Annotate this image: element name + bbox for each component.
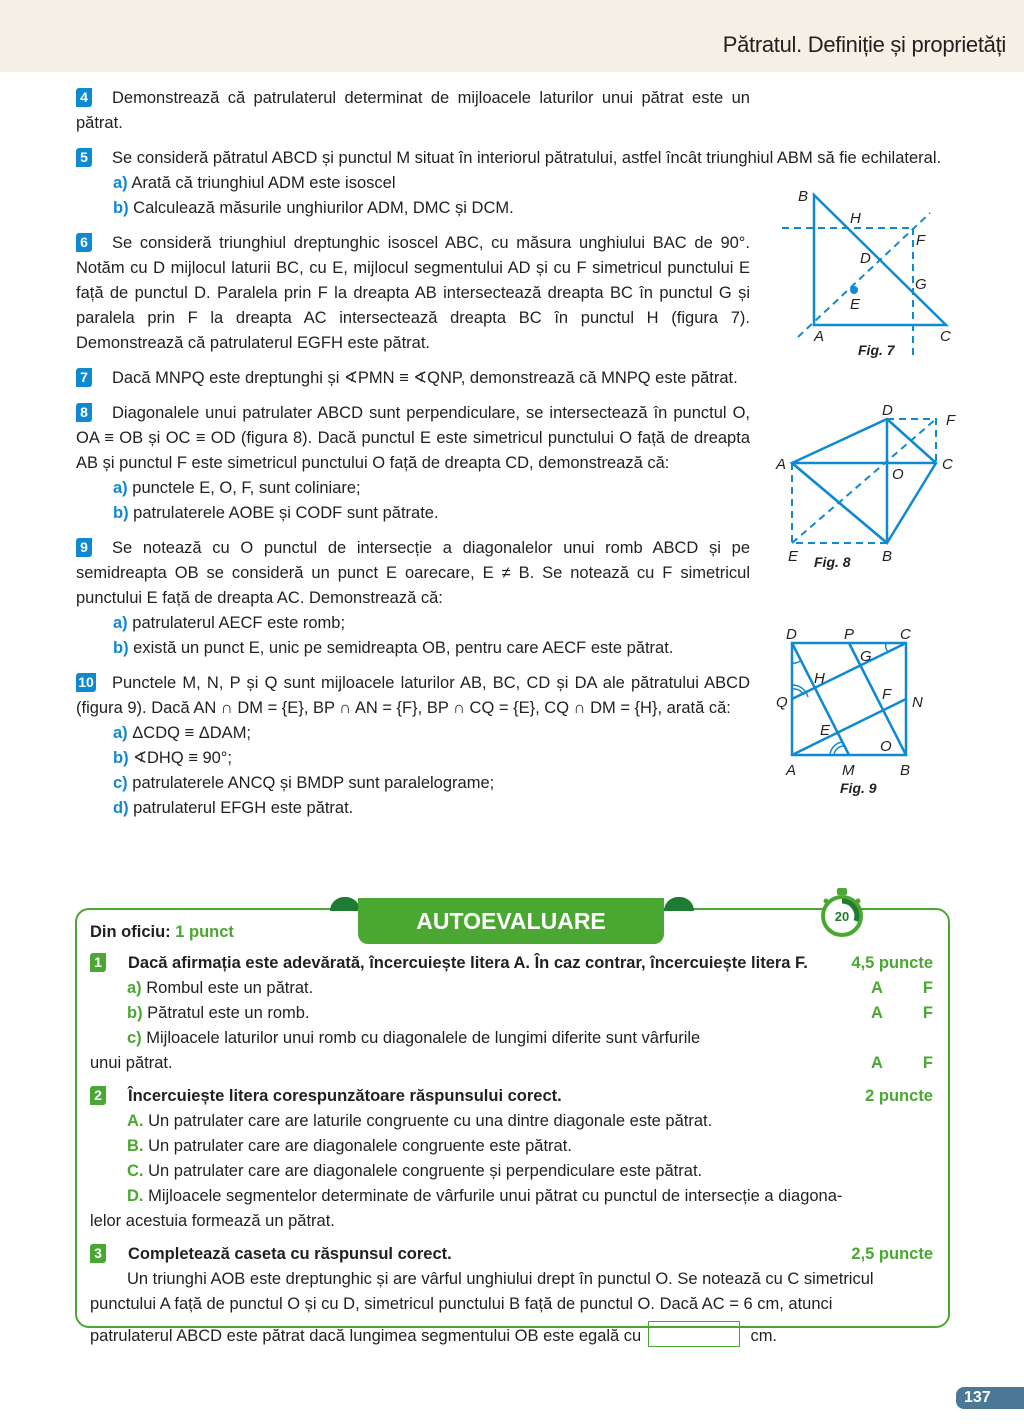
question-number-badge: 2 <box>90 1086 106 1105</box>
svg-text:A: A <box>776 456 787 473</box>
svg-text:B: B <box>900 762 911 779</box>
false-option[interactable]: F <box>922 979 933 997</box>
svg-text:C: C <box>940 328 951 345</box>
svg-text:H: H <box>850 210 861 227</box>
exercise-number-badge: 7 <box>76 368 92 387</box>
svg-text:B: B <box>798 188 809 205</box>
exercise-7 <box>76 366 750 391</box>
svg-text:Q: Q <box>776 694 788 711</box>
false-option[interactable]: F <box>922 1004 933 1022</box>
exercise-8 <box>76 401 750 526</box>
exercise-number-badge: 8 <box>76 403 92 422</box>
true-option[interactable]: A <box>871 1054 883 1072</box>
points: 2,5 puncte <box>851 1245 933 1263</box>
points: 4,5 puncte <box>851 954 933 972</box>
banner-ear-right <box>664 897 694 911</box>
svg-text:B: B <box>882 548 893 565</box>
svg-text:C: C <box>900 626 911 643</box>
figure-8 <box>770 395 970 575</box>
banner-ear-left <box>330 897 360 911</box>
svg-text:Fig. 9: Fig. 9 <box>840 780 877 796</box>
question-number-badge: 3 <box>90 1244 106 1263</box>
svg-text:F: F <box>916 232 926 249</box>
option-c[interactable]: C. Un patrulater care are diagonalele congruente și perpendiculare este pătrat. <box>127 1162 703 1180</box>
question-number-badge: 1 <box>90 953 106 972</box>
svg-text:M: M <box>842 762 855 779</box>
svg-text:Fig. 8: Fig. 8 <box>814 554 851 570</box>
option-a[interactable]: A. Un patrulater care are laturile congruente cu una dintre diagonale este pătrat. <box>127 1112 713 1130</box>
exercise-number-badge: 4 <box>76 88 92 107</box>
svg-text:20: 20 <box>834 909 850 924</box>
svg-text:E: E <box>788 548 799 565</box>
svg-text:G: G <box>860 648 872 665</box>
question-3-text: Un triunghi AOB este dreptunghic și are vârful unghiului drept în punctul O. Se notează cu C simetricul <box>127 1270 874 1288</box>
svg-text:D: D <box>882 402 893 419</box>
exercise-number-badge: 10 <box>76 673 96 692</box>
exercise-text: Diagonalele unui patrulater ABCD sunt perpendiculare, se intersectează în punctul O, OA ≡ OB și OC ≡ OD (figura 8). Dacă punctul E este simetricul punctului O față de dreapta AB și punctul F este simetricul punctului O față de dreapta CD, demonstrează că: <box>76 404 750 472</box>
question-3-text: punctului A față de punctul O și cu D, simetricul punctului B față de punctul O. Dacă AC = 6 cm, atunci <box>90 1295 833 1313</box>
exercise-text: Se consideră triunghiul dreptunghic isoscel ABC, cu măsura unghiului BAC de 90°. Notăm cu D mijlocul laturii BC, cu E, mijlocul segmentului AD și cu F simetricul punctului E față de punctul D. Paralela prin F la dreapta AB intersectează dreapta BC în punctul G și paralela prin F la dreapta AC intersectează dreapta BC în punctul H (figura 7). Demonstrează că patrulaterul EGFH este pătrat. <box>76 234 750 352</box>
svg-text:O: O <box>880 738 892 755</box>
exercise-text: Se notează cu O punctul de intersecție a diagonalelor unui romb ABCD și pe semidreapta OB se consideră un punct E oarecare, E ≠ B. Se notează cu F simetricul punctului E față de dreapta AC. Demonstrează că: <box>76 539 750 607</box>
svg-text:C: C <box>942 456 953 473</box>
option-d[interactable]: D. Mijloacele segmentelor determinate de vârfurile unui pătrat cu punctul de intersecție a diagona- <box>127 1187 843 1205</box>
tf-item: b) Pătratul este un romb. A F <box>90 1001 933 1026</box>
exercise-number-badge: 6 <box>76 233 92 252</box>
figure-7 <box>770 185 970 365</box>
tf-item: c) Mijloacele laturilor unui romb cu diagonalele de lungimi diferite sunt vârfurile <box>127 1029 701 1047</box>
exercise-number-badge: 9 <box>76 538 92 557</box>
exercise-6 <box>76 231 750 356</box>
figure-7-diagram <box>770 185 970 365</box>
points: 2 puncte <box>865 1087 933 1105</box>
svg-text:D: D <box>860 250 871 267</box>
tf-item-continued: unui pătrat. A F <box>90 1051 933 1076</box>
true-option[interactable]: A <box>871 1004 883 1022</box>
din-oficiu: Din oficiu: 1 punct <box>90 923 234 941</box>
tf-item: a) Rombul este un pătrat. A F <box>90 976 933 1001</box>
figure-8-diagram <box>770 395 970 575</box>
exercise-text: Demonstrează că patrulaterul determinat de mijloacele laturilor unui pătrat este un pătrat. <box>76 89 750 132</box>
exercise-item: b) există un punct E, unic pe semidreapta OB, pentru care AECF este pătrat. <box>113 639 674 657</box>
exercise-item: b) patrulaterele AOBE și CODF sunt pătrate. <box>113 504 439 522</box>
option-b[interactable]: B. Un patrulater care are diagonalele congruente este pătrat. <box>127 1137 572 1155</box>
option-d-continued: lelor acestuia formează un pătrat. <box>90 1212 335 1230</box>
exercise-text: Dacă MNPQ este dreptunghi și ∢PMN ≡ ∢QNP, demonstrează că MNPQ este pătrat. <box>112 369 738 387</box>
svg-text:O: O <box>892 466 904 483</box>
svg-text:E: E <box>820 722 831 739</box>
true-option[interactable]: A <box>871 979 883 997</box>
answer-input-box[interactable] <box>648 1321 740 1347</box>
exercise-item: b) Calculează măsurile unghiurilor ADM, DMC și DCM. <box>113 199 514 217</box>
chapter-title: Pătratul. Definiție și proprietăți <box>722 32 1006 57</box>
svg-text:H: H <box>814 670 825 687</box>
false-option[interactable]: F <box>922 1054 933 1072</box>
exercise-number-badge: 5 <box>76 148 92 167</box>
svg-text:Fig. 7: Fig. 7 <box>858 342 895 358</box>
svg-text:D: D <box>786 626 797 643</box>
question-3: 3 Completează caseta cu răspunsul corect. 2,5 puncte <box>90 1242 933 1267</box>
figure-9 <box>770 625 970 800</box>
svg-text:F: F <box>946 412 956 429</box>
page-header <box>0 0 1024 72</box>
exercise-item: c) patrulaterele ANCQ și BMDP sunt paralelograme; <box>113 774 495 792</box>
question-3-answer-line: patrulaterul ABCD este pătrat dacă lungimea segmentului OB este egală cu cm. <box>90 1321 933 1349</box>
svg-text:F: F <box>882 686 892 703</box>
exercise-item: d) patrulaterul EFGH este pătrat. <box>113 799 354 817</box>
question-1: 1 Dacă afirmația este adevărată, încercuiește litera A. În caz contrar, încercuiește litera F. 4,5 puncte <box>90 951 933 976</box>
question-2: 2 Încercuiește litera corespunzătoare răspunsului corect. 2 puncte <box>90 1084 933 1109</box>
exercise-4 <box>76 86 750 136</box>
svg-text:N: N <box>912 694 923 711</box>
figure-9-diagram <box>770 625 970 800</box>
svg-text:E: E <box>850 296 861 313</box>
exercise-item: a) Arată că triunghiul ADM este isoscel <box>113 174 396 192</box>
exercise-text: Punctele M, N, P și Q sunt mijloacele laturilor AB, BC, CD și DA ale pătratului ABCD (figura 9). Dacă AN ∩ DM = {E}, BP ∩ AN = {F}, BP ∩ CQ = {E}, CQ ∩ DM = {H}, arată că: <box>76 674 750 717</box>
page-number: 137 <box>956 1387 1024 1409</box>
svg-text:A: A <box>814 328 825 345</box>
exercise-item: a) patrulaterul AECF este romb; <box>113 614 346 632</box>
exercise-item: b) ∢DHQ ≡ 90°; <box>113 749 232 767</box>
svg-text:G: G <box>915 276 927 293</box>
exercise-10 <box>76 671 750 821</box>
svg-text:P: P <box>844 626 855 643</box>
exercise-item: a) punctele E, O, F, sunt coliniare; <box>113 479 361 497</box>
svg-text:A: A <box>786 762 797 779</box>
exercise-item: a) ΔCDQ ≡ ΔDAM; <box>113 724 252 742</box>
exercise-9 <box>76 536 750 661</box>
self-assessment-content <box>90 918 933 1349</box>
exercise-text: Se consideră pătratul ABCD și punctul M situat în interiorul pătratului, astfel încât triunghiul ABM să fie echilateral. <box>112 149 942 167</box>
self-assessment-title: AUTOEVALUARE <box>358 898 664 944</box>
